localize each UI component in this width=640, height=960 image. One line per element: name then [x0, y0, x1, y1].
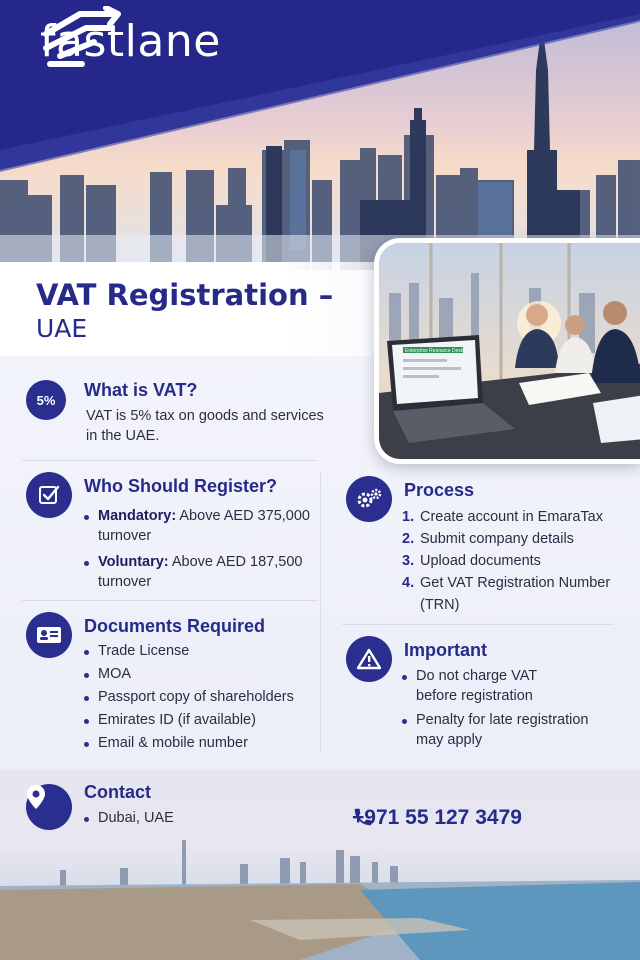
process-step: [402, 528, 638, 550]
list-item: [84, 552, 324, 592]
title-block: [0, 262, 400, 356]
what-is-vat-heading: What is VAT?: [84, 380, 198, 400]
office-meeting-photo: [374, 238, 640, 464]
important-line: Penalty for late registration: [416, 712, 589, 728]
warning-icon: [346, 636, 392, 682]
list-item: [84, 506, 324, 546]
step-text: Get VAT Registration Number: [420, 575, 611, 591]
step-number: 4.: [402, 575, 415, 591]
contact-heading: Contact: [84, 782, 151, 802]
documents-list: [84, 641, 324, 753]
step-text: Create account in EmaraTax: [420, 509, 603, 525]
list-item: MOA: [84, 664, 324, 684]
mandatory-value: Above AED 375,000: [179, 508, 310, 524]
important-list: [402, 666, 638, 750]
screen-heading: Enterprise Resource Desk: [405, 348, 464, 354]
checkbox-icon: [26, 472, 72, 518]
header-skyline: [0, 0, 640, 270]
phone-contact[interactable]: [352, 806, 522, 830]
id-card-icon: [26, 612, 72, 658]
step-text: Upload documents: [420, 553, 541, 569]
list-item: Emirates ID (if available): [84, 710, 324, 730]
list-item: Passport copy of shareholders: [84, 687, 324, 707]
process-heading: Process: [404, 480, 475, 500]
page-subtitle: UAE: [36, 314, 88, 343]
step-text-cont: (TRN): [420, 597, 460, 613]
gears-icon: [346, 476, 392, 522]
step-number: 3.: [402, 553, 415, 569]
mandatory-label: Mandatory:: [98, 508, 177, 524]
who-should-register-list: [84, 506, 324, 592]
percent-badge-icon: [26, 380, 66, 420]
process-step: [402, 572, 638, 616]
divider: [342, 624, 614, 625]
who-should-register-heading: Who Should Register?: [84, 476, 277, 496]
contact-footer: [0, 770, 640, 960]
divider: [22, 600, 318, 601]
important-line: Do not charge VAT: [416, 668, 538, 684]
what-is-vat-text: [86, 406, 376, 446]
step-number: 1.: [402, 509, 415, 525]
important-line-cont: may apply: [416, 732, 483, 748]
phone-icon: [352, 806, 374, 828]
voluntary-value: Above AED 187,500: [171, 554, 303, 570]
step-number: 2.: [402, 531, 415, 547]
what-is-vat-line-2: in the UAE.: [86, 428, 160, 444]
important-line-cont: before registration: [416, 688, 533, 704]
brand-name: fastlane: [40, 15, 221, 67]
important-heading: Important: [404, 640, 487, 660]
page-title: VAT Registration –: [36, 278, 334, 312]
office-illustration: [379, 243, 640, 464]
list-item: Email & mobile number: [84, 733, 324, 753]
location-pin-icon: [26, 784, 72, 830]
process-step: [402, 550, 638, 572]
voluntary-value-cont: turnover: [98, 574, 152, 590]
list-item: [402, 710, 638, 750]
process-step: [402, 506, 638, 528]
brand: [40, 6, 360, 76]
list-item: [402, 666, 638, 706]
contact-list: [84, 808, 284, 828]
divider: [22, 460, 318, 461]
percent-badge-label: 5%: [36, 392, 56, 408]
what-is-vat-line-1: VAT is 5% tax on goods and services: [86, 408, 324, 424]
arrows-logo-icon: [40, 6, 126, 70]
phone-number[interactable]: +971 55 127 3479: [352, 806, 522, 829]
contact-location: Dubai, UAE: [84, 808, 284, 828]
step-text: Submit company details: [420, 531, 574, 547]
voluntary-label: Voluntary:: [98, 554, 169, 570]
process-steps: [402, 506, 638, 616]
list-item: Trade License: [84, 641, 324, 661]
mandatory-value-cont: turnover: [98, 528, 152, 544]
documents-heading: Documents Required: [84, 616, 266, 636]
